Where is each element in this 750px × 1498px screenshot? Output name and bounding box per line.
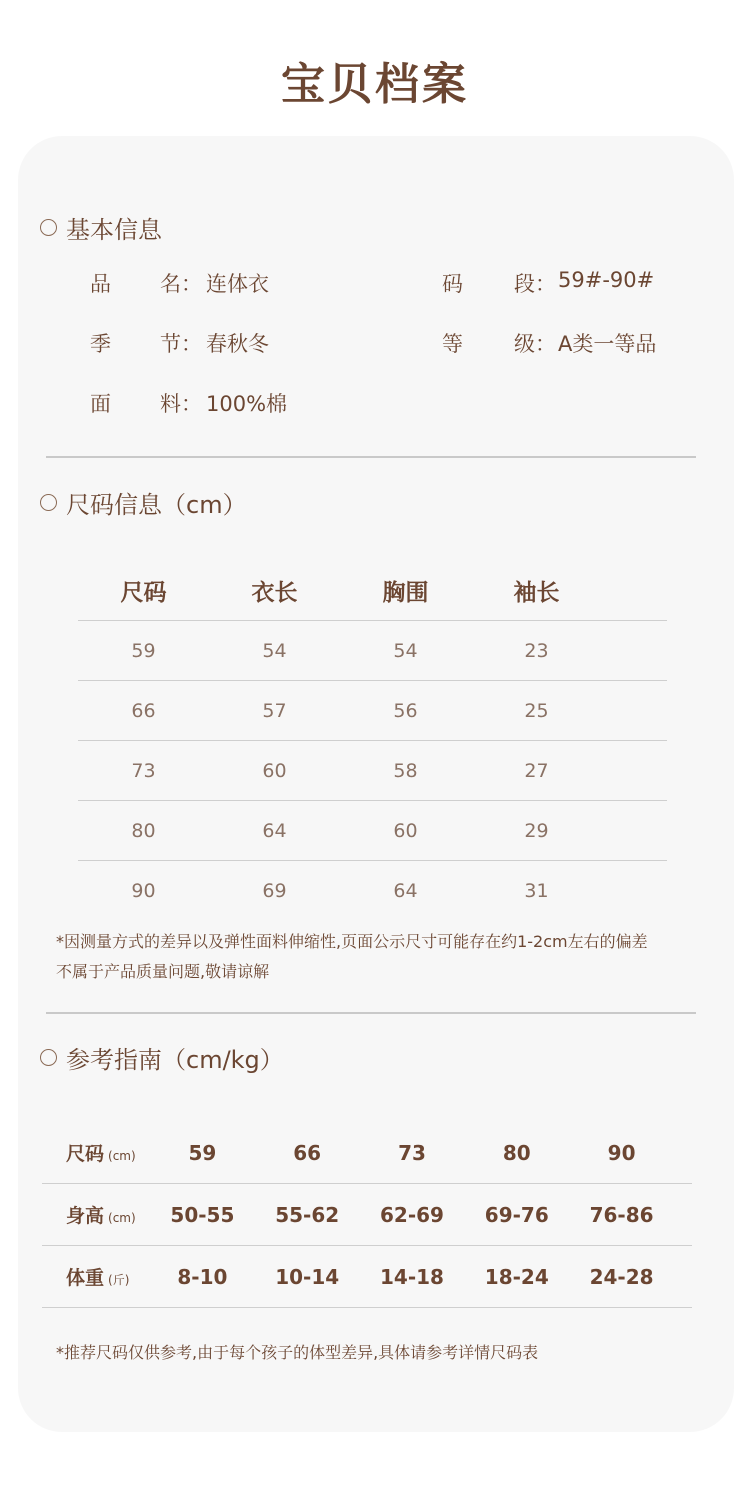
section-reference-guide xyxy=(40,1041,284,1073)
column-header: 衣长 xyxy=(251,579,298,606)
table-row xyxy=(78,740,667,800)
circle-icon xyxy=(40,1049,57,1066)
table-cell: 60 xyxy=(262,759,287,782)
section-divider xyxy=(46,456,696,458)
column-header: 袖长 xyxy=(513,579,560,606)
guide-cell: 10-14 xyxy=(275,1264,340,1289)
info-row xyxy=(90,328,690,360)
section-title: 尺码信息（cm） xyxy=(66,490,247,519)
info-key: 等 xyxy=(442,332,463,356)
guide-cell: 76-86 xyxy=(589,1202,654,1227)
row-label: 尺码 xyxy=(66,1143,105,1165)
size-table xyxy=(78,560,667,920)
table-cell: 58 xyxy=(393,759,418,782)
table-cell: 57 xyxy=(262,699,287,722)
table-row xyxy=(78,680,667,740)
column-header: 胸围 xyxy=(382,579,429,606)
table-row xyxy=(78,800,667,860)
table-cell: 64 xyxy=(262,819,287,842)
info-row xyxy=(90,388,690,420)
table-cell: 54 xyxy=(262,639,287,662)
row-header xyxy=(42,1263,150,1290)
note-line: *因测量方式的差异以及弹性面料伸缩性,页面公示尺寸可能存在约1-2cm左右的偏差 xyxy=(56,932,648,951)
circle-icon xyxy=(40,219,57,236)
table-cell: 56 xyxy=(393,699,418,722)
info-value: A类一等品 xyxy=(558,332,657,356)
section-basic-info xyxy=(40,211,162,243)
guide-cell: 55-62 xyxy=(275,1202,340,1227)
size-note xyxy=(56,927,676,987)
section-title: 基本信息 xyxy=(66,215,162,244)
section-size-info xyxy=(40,486,247,518)
table-cell: 29 xyxy=(524,819,549,842)
guide-row xyxy=(42,1122,692,1184)
guide-cell: 24-28 xyxy=(589,1264,654,1289)
table-cell: 60 xyxy=(393,819,418,842)
table-cell: 66 xyxy=(131,699,156,722)
info-row xyxy=(90,268,690,300)
table-cell: 25 xyxy=(524,699,549,722)
info-value: 100%棉 xyxy=(206,392,288,416)
guide-cell: 8-10 xyxy=(177,1264,228,1289)
info-value: 59#-90# xyxy=(558,268,655,292)
table-cell: 69 xyxy=(262,879,287,902)
row-unit: (cm) xyxy=(108,1211,136,1225)
guide-table xyxy=(42,1122,692,1308)
table-row xyxy=(78,620,667,680)
info-value: 连体衣 xyxy=(206,272,269,296)
table-cell: 64 xyxy=(393,879,418,902)
guide-cell: 14-18 xyxy=(380,1264,444,1289)
info-key: 码 xyxy=(442,272,463,296)
table-cell: 90 xyxy=(131,879,156,902)
size-table-header xyxy=(78,560,667,620)
guide-row xyxy=(42,1246,692,1308)
guide-row xyxy=(42,1184,692,1246)
info-key: 面 xyxy=(90,392,111,416)
guide-cell: 18-24 xyxy=(484,1264,549,1289)
info-key: 名： xyxy=(160,272,202,296)
table-cell: 23 xyxy=(524,639,549,662)
row-unit: (斤) xyxy=(108,1273,130,1287)
column-header: 尺码 xyxy=(120,579,167,606)
guide-cell: 69-76 xyxy=(484,1202,549,1227)
info-key: 节： xyxy=(160,332,202,356)
table-cell: 54 xyxy=(393,639,418,662)
table-cell: 27 xyxy=(524,759,549,782)
table-cell: 80 xyxy=(131,819,156,842)
guide-cell: 59 xyxy=(188,1140,217,1165)
circle-icon xyxy=(40,494,57,511)
guide-cell: 80 xyxy=(502,1140,531,1165)
row-label: 身高 xyxy=(66,1205,105,1227)
info-key: 段： xyxy=(514,272,556,296)
table-row xyxy=(78,860,667,920)
info-key: 级： xyxy=(514,332,556,356)
table-cell: 73 xyxy=(131,759,156,782)
info-key: 料： xyxy=(160,392,202,416)
table-cell: 31 xyxy=(524,879,549,902)
guide-note: *推荐尺码仅供参考,由于每个孩子的体型差异,具体请参考详情尺码表 xyxy=(56,1343,539,1362)
guide-cell: 73 xyxy=(398,1140,426,1165)
row-unit: (cm) xyxy=(108,1149,136,1163)
info-key: 品 xyxy=(90,272,111,296)
info-key: 季 xyxy=(90,332,111,356)
row-label: 体重 xyxy=(66,1267,105,1289)
page-title: 宝贝档案 xyxy=(281,59,469,110)
row-header xyxy=(42,1139,150,1166)
info-value: 春秋冬 xyxy=(206,332,269,356)
note-line: 不属于产品质量问题,敬请谅解 xyxy=(56,962,270,981)
guide-cell: 62-69 xyxy=(380,1202,444,1227)
guide-cell: 90 xyxy=(607,1140,636,1165)
table-cell: 59 xyxy=(131,639,156,662)
guide-cell: 66 xyxy=(293,1140,322,1165)
section-title: 参考指南（cm/kg） xyxy=(66,1045,284,1074)
section-divider xyxy=(46,1012,696,1014)
guide-cell: 50-55 xyxy=(170,1202,235,1227)
row-header xyxy=(42,1201,150,1228)
